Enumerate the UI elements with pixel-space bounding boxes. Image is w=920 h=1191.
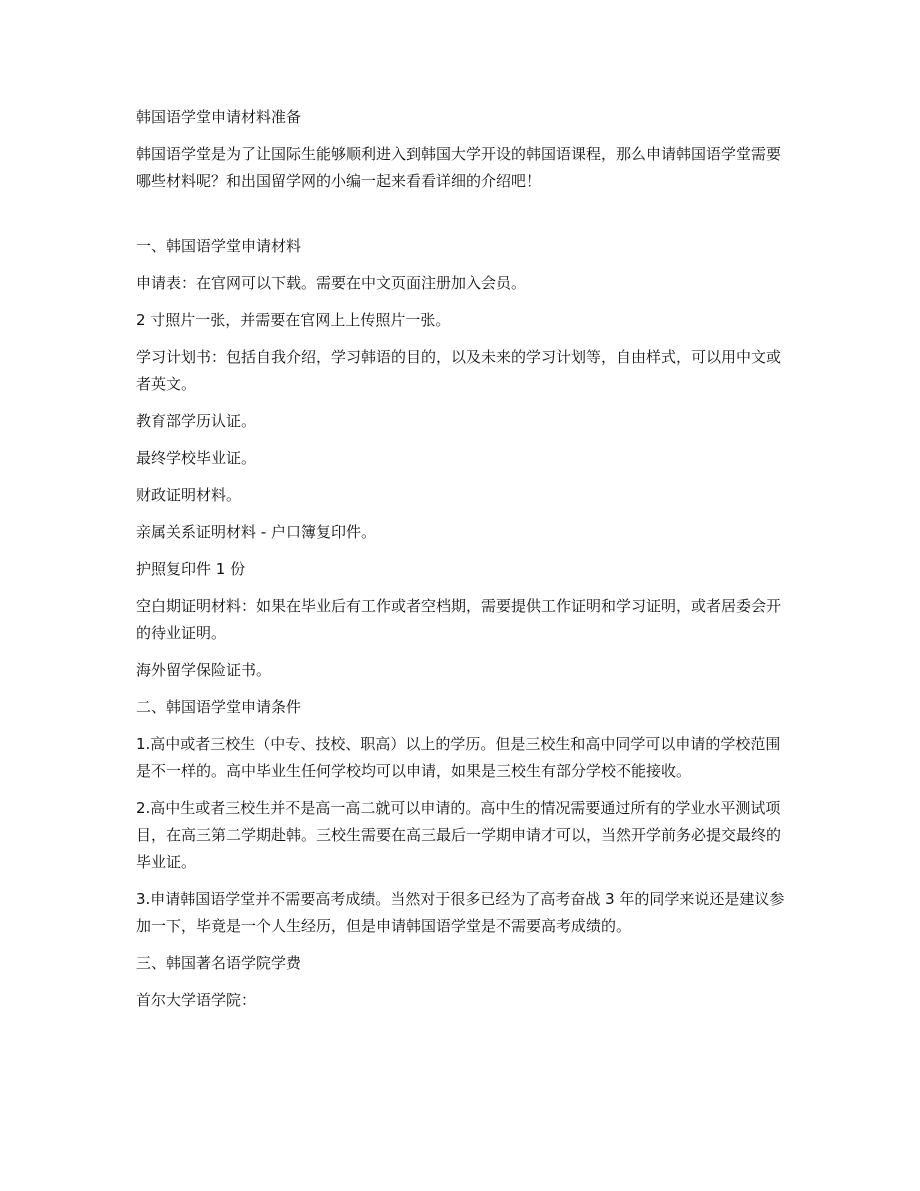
materials-item: 亲属关系证明材料 - 户口簿复印件。 — [136, 523, 376, 541]
conditions-item: 2.高中生或者三校生并不是高一高二就可以申请的。高中生的情况需要通过所有的学业水平测试项目，在高三第二学期赴韩。三校生需要在高三最后一学期申请才可以，当然开学前务必提交最终的毕业证。 — [136, 799, 782, 871]
section-heading-tuition: 三、韩国著名语学院学费 — [136, 954, 302, 972]
intro-paragraph: 韩国语学堂是为了让国际生能够顺利进入到韩国大学开设的韩国语课程，那么申请韩国语学堂需要哪些材料呢？和出国留学网的小编一起来看看详细的介绍吧！ — [136, 145, 782, 190]
tuition-item: 首尔大学语学院： — [136, 991, 257, 1009]
materials-item: 海外留学保险证书。 — [136, 661, 272, 679]
materials-item: 护照复印件 1 份 — [136, 560, 246, 578]
materials-item: 空白期证明材料：如果在毕业后有工作或者空档期，需要提供工作证明和学习证明，或者居委会开的待业证明。 — [136, 597, 782, 642]
conditions-item: 3.申请韩国语学堂并不需要高考成绩。当然对于很多已经为了高考奋战 3 年的同学来说还是建议参加一下，毕竟是一个人生经历，但是申请韩国语学堂是不需要高考成绩的。 — [136, 890, 785, 935]
materials-item: 教育部学历认证。 — [136, 412, 257, 430]
materials-item: 最终学校毕业证。 — [136, 449, 257, 467]
materials-item: 学习计划书：包括自我介绍，学习韩语的目的，以及未来的学习计划等，自由样式，可以用中文或者英文。 — [136, 348, 782, 393]
section-heading-materials: 一、韩国语学堂申请材料 — [136, 237, 302, 255]
materials-item: 2 寸照片一张，并需要在官网上上传照片一张。 — [136, 311, 451, 329]
section-heading-conditions: 二、韩国语学堂申请条件 — [136, 698, 302, 716]
materials-item: 财政证明材料。 — [136, 486, 242, 504]
document-page — [136, 104, 786, 1024]
conditions-item: 1.高中或者三校生（中专、技校、职高）以上的学历。但是三校生和高中同学可以申请的学校范围是不一样的。高中毕业生任何学校均可以申请，如果是三校生有部分学校不能接收。 — [136, 735, 781, 780]
document-title: 韩国语学堂申请材料准备 — [136, 108, 302, 126]
materials-item: 申请表：在官网可以下载。需要在中文页面注册加入会员。 — [136, 274, 527, 292]
